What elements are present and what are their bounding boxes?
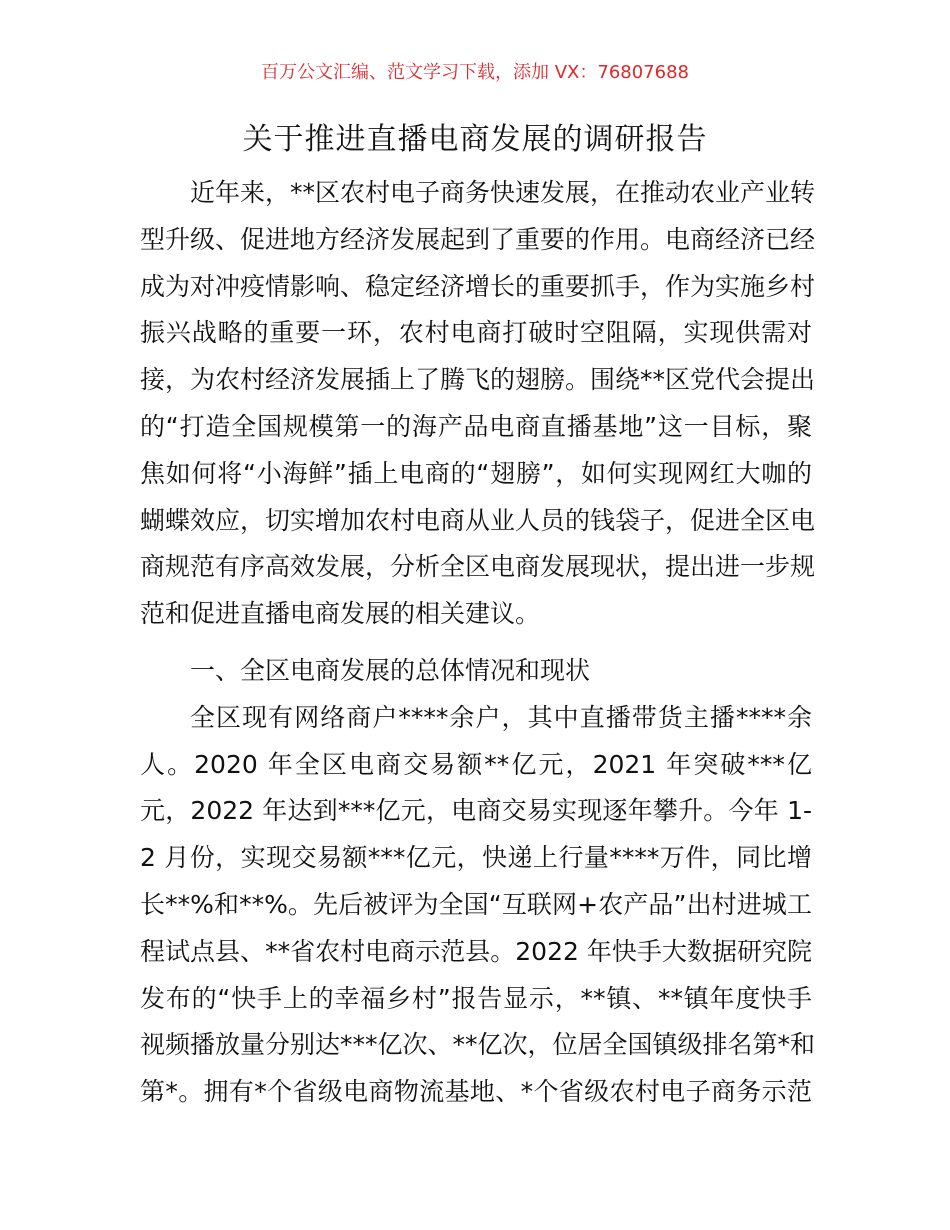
text-line: 型升级、促进地方经济发展起到了重要的作用。电商经济已经 (140, 224, 816, 254)
text-line: 元，2022 年达到***亿元，电商交易实现逐年攀升。今年 1- (140, 796, 812, 826)
text-line: 蝴蝶效应，切实增加农村电商从业人员的钱袋子，促进全区电 (140, 505, 816, 535)
text-line: 近年来，**区农村电子商务快速发展，在推动农业产业转 (190, 178, 816, 207)
text-line: 第*。拥有*个省级电商物流基地、*个省级农村电子商务示范 (140, 1077, 812, 1107)
text-line: 接，为农村经济发展插上了腾飞的翅膀。围绕**区党代会提出 (140, 365, 816, 395)
text-line: 发布的“快手上的幸福乡村”报告显示，**镇、**镇年度快手 (140, 983, 812, 1013)
text-line: 长**%和**%。先后被评为全国“互联网+农产品”出村进城工 (140, 889, 812, 919)
text-line: 振兴战略的重要一环，农村电商打破时空阻隔，实现供需对 (140, 318, 812, 348)
text-line: 范和促进直播电商发展的相关建议。 (140, 599, 541, 629)
document-body (140, 170, 816, 1116)
text-line: 焦如何将“小海鲜”插上电商的“翅膀”，如何实现网红大咖的 (140, 458, 812, 488)
text-line: 视频播放量分别达***亿次、**亿次，位居全国镇级排名第*和 (140, 1030, 816, 1060)
section-heading: 一、全区电商发展的总体情况和现状 (190, 655, 591, 685)
watermark-banner: 百万公文汇编、范文学习下载，添加 VX：76807688 (261, 62, 689, 83)
text-line: 全区现有网络商户****余户，其中直播带货主播****余 (190, 702, 812, 732)
text-line: 程试点县、**省农村电商示范县。2022 年快手大数据研究院 (140, 936, 812, 966)
text-line: 2 月份，实现交易额***亿元，快递上行量****万件，同比增 (140, 843, 812, 873)
paragraph-intro (140, 170, 816, 638)
document-title: 关于推进直播电商发展的调研报告 (242, 122, 708, 157)
text-line: 商规范有序高效发展，分析全区电商发展现状，提出进一步规 (140, 552, 816, 582)
text-line: 成为对冲疫情影响、稳定经济增长的重要抓手，作为实施乡村 (140, 271, 816, 301)
paragraph-overview (140, 695, 816, 1116)
text-line: 人。2020 年全区电商交易额**亿元，2021 年突破***亿 (140, 749, 812, 779)
text-line: 的“打造全国规模第一的海产品电商直播基地”这一目标，聚 (140, 411, 812, 441)
